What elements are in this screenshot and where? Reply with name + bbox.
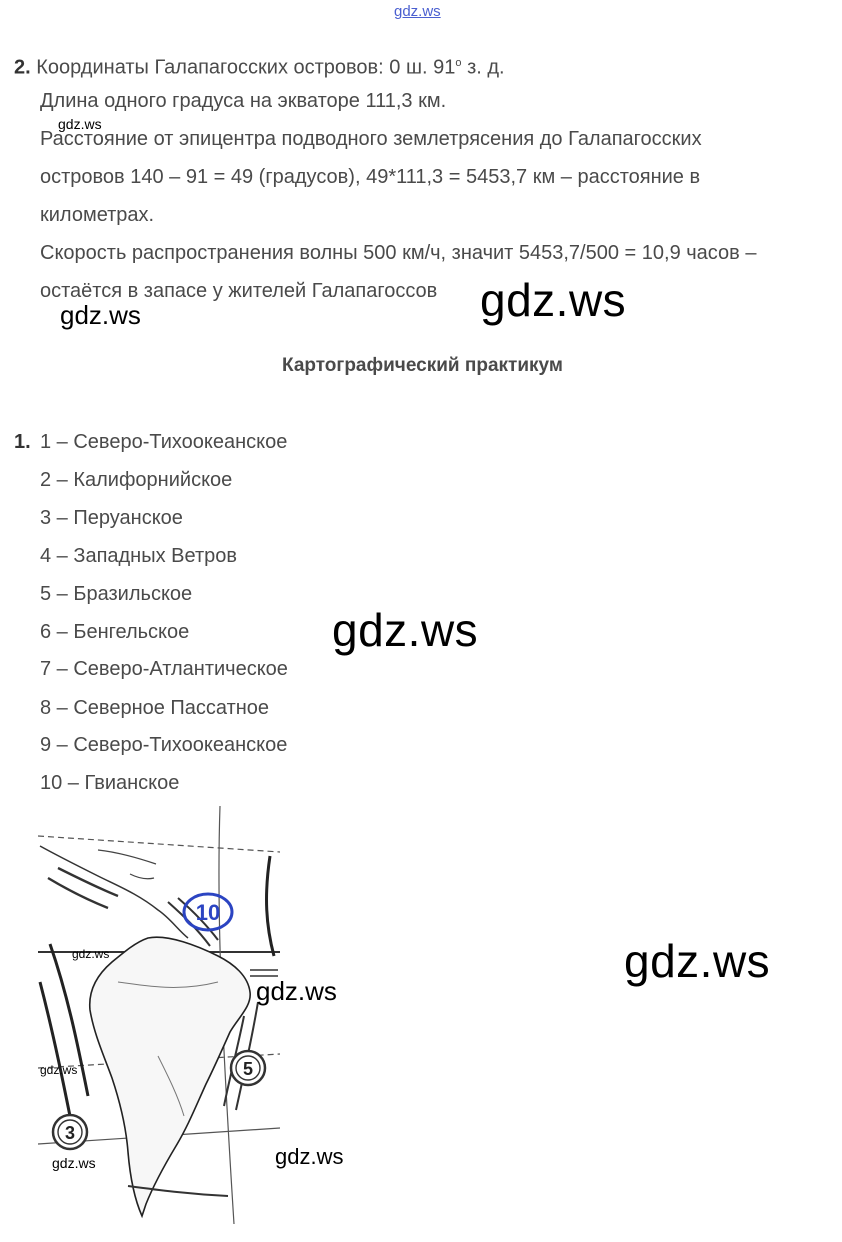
- list-item: 9 – Северо-Тихоокеанское: [40, 734, 288, 756]
- watermark: gdz.ws: [275, 1144, 344, 1169]
- task-2-line: островов 140 – 91 = 49 (градусов), 49*111,3 = 5453,7 км – расстояние в: [40, 166, 701, 188]
- top-link[interactable]: gdz.ws: [394, 3, 441, 20]
- map-label-10: 10: [195, 900, 221, 925]
- list-item: 5 – Бразильское: [40, 583, 193, 605]
- task-2-line: километрах.: [40, 204, 155, 226]
- list-item: 4 – Западных Ветров: [40, 545, 237, 567]
- task-1-number: 1.: [14, 431, 31, 453]
- list-item: 2 – Калифорнийское: [40, 469, 233, 491]
- watermark: gdz.ws: [60, 300, 141, 330]
- task-2-number: 2.: [14, 56, 31, 79]
- watermark: gdz.ws: [256, 976, 337, 1006]
- task-2-line: Скорость распространения волны 500 км/ч, значит 5453,7/500 = 10,9 часов –: [40, 242, 757, 264]
- watermark: gdz.ws: [52, 1155, 96, 1171]
- task-2-line: Расстояние от эпицентра подводного землетрясения до Галапагосских: [40, 128, 702, 150]
- task-2-coords: [14, 51, 505, 80]
- list-item: 3 – Перуанское: [40, 507, 183, 529]
- map-label-3: 3: [64, 1123, 76, 1143]
- coords-tail: з. д.: [461, 56, 505, 79]
- map-label-5: 5: [242, 1059, 254, 1079]
- coords-text: Координаты Галапагосских островов: 0 ш. 91: [36, 56, 456, 79]
- list-item: 10 – Гвианское: [40, 772, 180, 794]
- watermark: gdz.ws: [480, 274, 627, 326]
- watermark: gdz.ws: [58, 116, 102, 132]
- watermark: gdz.ws: [624, 935, 771, 987]
- list-item: 6 – Бенгельское: [40, 621, 190, 643]
- watermark: gdz.ws: [40, 1063, 78, 1077]
- task-2-line: Длина одного градуса на экваторе 111,3 км.: [40, 90, 447, 112]
- list-item: 1 – Северо-Тихоокеанское: [40, 431, 288, 453]
- list-item: 8 – Северное Пассатное: [40, 697, 270, 719]
- watermark: gdz.ws: [332, 604, 479, 656]
- list-item: 7 – Северо-Атлантическое: [40, 658, 288, 680]
- watermark: gdz.ws: [72, 947, 110, 961]
- degree-sign: о: [455, 57, 462, 69]
- section-heading: Картографический практикум: [282, 355, 563, 376]
- task-2-line: остаётся в запасе у жителей Галапагоссов: [40, 280, 438, 302]
